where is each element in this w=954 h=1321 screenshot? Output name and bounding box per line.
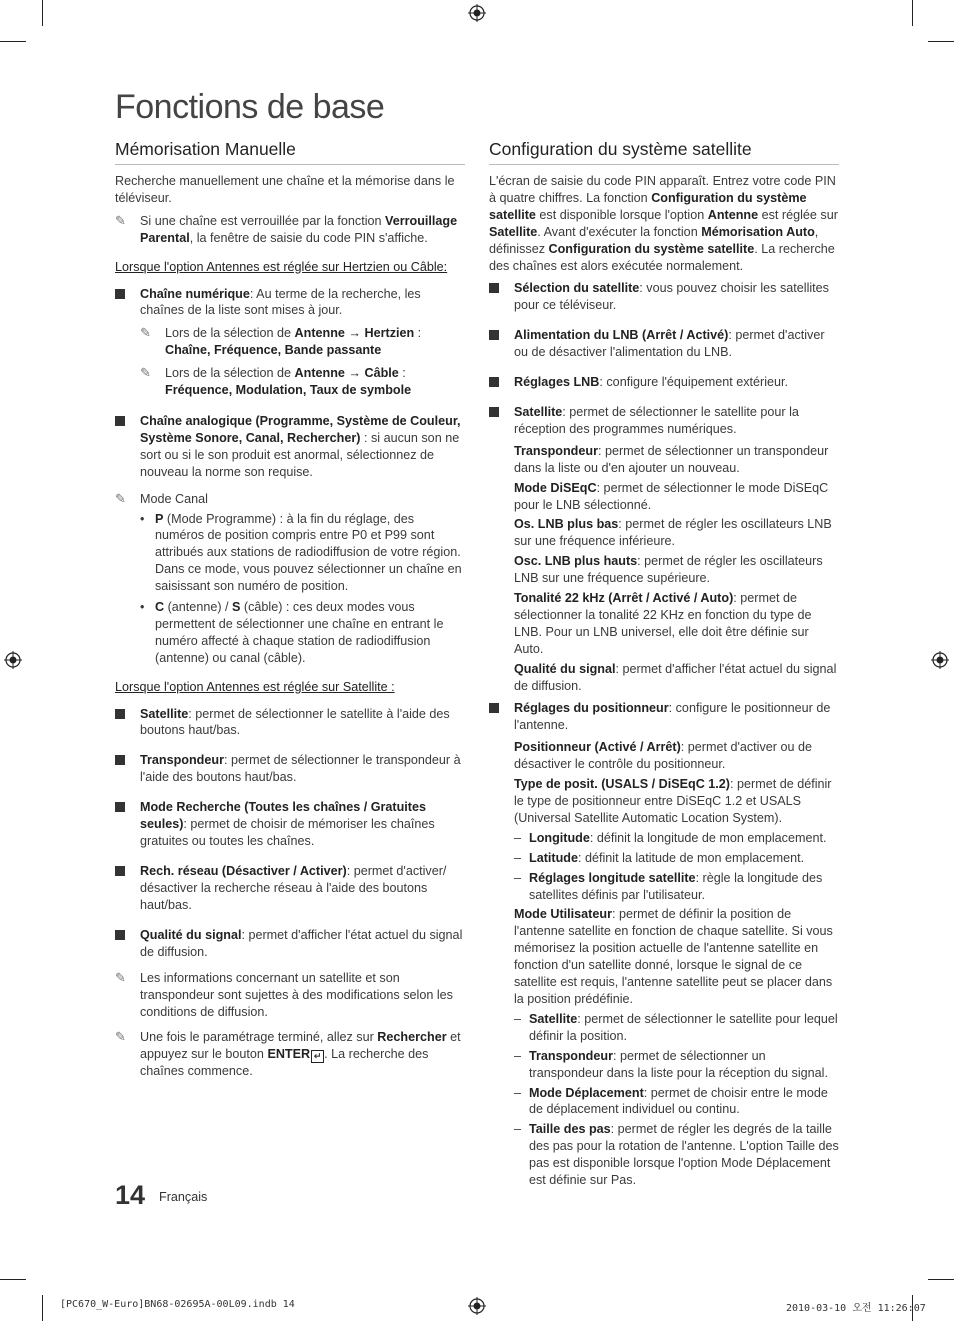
dash-item: – Latitude: définit la latitude de mon emplacement. <box>514 850 805 865</box>
black-square-icon <box>115 289 125 299</box>
registration-mark-icon <box>4 651 22 669</box>
list-item: Chaîne analogique (Programme, Système de Couleur, Système Sonore, Canal, Rechercher) : si aucun son ne sort ou si le son produit est anormal, sélectionnez de nouveau la norme son requise. <box>115 413 465 481</box>
intro-text: Recherche manuellement une chaîne et la mémorise dans le téléviseur. <box>115 174 455 205</box>
registration-mark-icon <box>468 4 486 22</box>
dash-item: – Taille des pas: permet de régler les degrés de la taille des pas pour la rotation de l'antenne. L'option Taille des pas est disponible lorsque l'option Mode Déplacement est définie sur Pas. <box>514 1122 839 1188</box>
note: ✎ Lors de la sélection de Antenne → Hertzien : Chaîne, Fréquence, Bande passante <box>140 325 422 358</box>
sub-item: Os. LNB plus bas: permet de régler les oscillateurs LNB sur une fréquence inférieure. <box>514 517 832 549</box>
black-square-icon <box>115 709 125 719</box>
list-item: Chaîne numérique: Au terme de la recherche, les chaînes de la liste sont mises à jour. ✎ Lors de la sélection de Antenne → Hertzien : Chaîne, Fréquence, Bande passante ✎ Lors de la sélection de Antenne → Câble : Fréquence, Modulation, Taux de symbole <box>115 286 465 399</box>
list-item: Alimentation du LNB (Arrêt / Activé): permet d'activer ou de désactiver l'alimentation du LNB. <box>489 327 839 361</box>
page-number: 14 <box>115 1180 146 1210</box>
note: ✎ Les informations concernant un satellite et son transpondeur sont sujettes à des modifications selon les conditions de diffusion. <box>115 970 453 1020</box>
list-item: Mode Recherche (Toutes les chaînes / Gratuites seules): permet de choisir de mémoriser les chaînes gratuites ou toutes les chaînes. <box>115 799 465 850</box>
list-item: Rech. réseau (Désactiver / Activer): permet d'activer/ désactiver la recherche réseau à l'aide des boutons haut/bas. <box>115 863 465 914</box>
black-square-icon <box>115 866 125 876</box>
page-title: Fonctions de base <box>115 88 385 126</box>
crop-mark <box>42 1295 43 1321</box>
dash-item: – Transpondeur: permet de sélectionner un transpondeur dans la liste pour la réception du signal. <box>514 1048 828 1080</box>
note: ✎ Une fois le paramétrage terminé, allez sur Rechercher et appuyez sur le bouton ENTER ↵ . La recherche des chaînes commence. <box>115 1029 461 1079</box>
sub-item: Qualité du signal: permet d'afficher l'état actuel du signal de diffusion. <box>514 661 837 693</box>
note: ✎ Si une chaîne est verrouillée par la fonction Verrouillage Parental, la fenêtre de saisie du code PIN s'affiche. <box>115 212 458 245</box>
sub-item: Mode Utilisateur: permet de définir la position de l'antenne satellite en fonction de chaque satellite. Si vous mémorisez la position actuelle de l'antenne satellite en fonction d'un satellite donné, lorsque le signal de ce satellite est requis, l'antenne satellite peut se placer dans la position prédéfinie. <box>514 907 833 1006</box>
registration-mark-icon <box>468 1297 486 1315</box>
black-square-icon <box>489 283 499 293</box>
note: ✎ Mode Canal <box>115 490 208 506</box>
pencil-note-icon: ✎ <box>115 490 126 506</box>
crop-mark <box>928 41 954 42</box>
right-column <box>489 138 839 1192</box>
crop-mark <box>912 0 913 26</box>
list-item: Satellite: permet de sélectionner le satellite pour la réception des programmes numériques. <box>489 404 839 438</box>
bullet-icon: • <box>140 600 145 615</box>
pencil-note-icon: ✎ <box>115 970 126 986</box>
list-item: Réglages du positionneur: configure le positionneur de l'antenne. <box>489 700 839 734</box>
list-item: Satellite: permet de sélectionner le satellite à l'aide des boutons haut/bas. <box>115 706 465 740</box>
left-column <box>115 138 465 1086</box>
dash-item: – Mode Déplacement: permet de choisir entre le mode de déplacement individuel ou continu. <box>514 1085 828 1117</box>
enter-key-icon: ↵ <box>311 1050 324 1063</box>
section-heading: Mémorisation Manuelle <box>115 138 465 165</box>
black-square-icon <box>115 930 125 940</box>
sub-item: Mode DiSEqC: permet de sélectionner le mode DiSEqC pour le LNB sélectionné. <box>514 480 829 512</box>
page-language: Français <box>159 1190 208 1204</box>
sub-item: Positionneur (Activé / Arrêt): permet d'activer ou de désactiver le contrôle du positionneur. <box>514 740 812 772</box>
sub-item: Transpondeur: permet de sélectionner un transpondeur dans la liste ou d'en ajouter un nouveau. <box>514 443 829 475</box>
list-item: Sélection du satellite: vous pouvez choisir les satellites pour ce téléviseur. <box>489 280 839 314</box>
list-item: Transpondeur: permet de sélectionner le transpondeur à l'aide des boutons haut/bas. <box>115 752 465 786</box>
crop-mark <box>0 41 26 42</box>
section-heading: Configuration du système satellite <box>489 138 839 165</box>
sub-item: Tonalité 22 kHz (Arrêt / Activé / Auto): permet de sélectionner la tonalité 22 KHz en fonction du type de LNB. Pour un LNB universel, elle doit être définie sur Auto. <box>514 591 812 656</box>
black-square-icon <box>115 802 125 812</box>
list-item: Réglages LNB: configure l'équipement extérieur. <box>489 374 839 391</box>
pencil-note-icon: ✎ <box>115 1029 126 1045</box>
black-square-icon <box>489 407 499 417</box>
print-slug-file: [PC670_W-Euro]BN68-02695A-00L09.indb 14 <box>60 1299 295 1310</box>
pencil-note-icon: ✎ <box>140 325 151 341</box>
crop-mark <box>0 1279 26 1280</box>
note: ✎ Lors de la sélection de Antenne → Câble : Fréquence, Modulation, Taux de symbole <box>140 365 412 398</box>
dash-item: – Satellite: permet de sélectionner le satellite pour lequel définir la position. <box>514 1011 838 1043</box>
list-item: Qualité du signal: permet d'afficher l'état actuel du signal de diffusion. <box>115 927 465 961</box>
sub-item: Osc. LNB plus hauts: permet de régler les oscillateurs LNB sur une fréquence supérieure. <box>514 554 823 586</box>
black-square-icon <box>489 377 499 387</box>
bullet-icon: • <box>140 511 145 526</box>
pencil-note-icon: ✎ <box>140 365 151 381</box>
crop-mark <box>928 1279 954 1280</box>
subsection-heading: Lorsque l'option Antennes est réglée sur Hertzien ou Câble: <box>115 259 448 274</box>
black-square-icon <box>489 330 499 340</box>
print-slug-date: 2010-03-10 오전 11:26:07 <box>786 1303 926 1314</box>
intro-text: L'écran de saisie du code PIN apparaît. Entrez votre code PIN à quatre chiffres. La fonction Configuration du système satellite est disponible lorsque l'option Antenne est réglée sur Satellite. Avant d'exécuter la fonction Mémorisation Auto, définissez Configuration du système satellite. La recherche des chaînes est alors exécutée normalement. <box>489 174 838 273</box>
black-square-icon <box>489 703 499 713</box>
list-item: • C (antenne) / S (câble) : ces deux modes vous permettent de sélectionner une chaîne en entrant le numéro affecté à chaque station de radiodiffusion (antenne) ou canal (câble). <box>140 600 444 665</box>
dash-item: – Longitude: définit la longitude de mon emplacement. <box>514 830 827 845</box>
black-square-icon <box>115 416 125 426</box>
crop-mark <box>42 0 43 26</box>
subsection-heading: Lorsque l'option Antennes est réglée sur Satellite : <box>115 679 395 694</box>
black-square-icon <box>115 755 125 765</box>
dash-item: – Réglages longitude satellite: règle la longitude des satellites définis par l'utilisateur. <box>514 870 823 902</box>
sub-item: Type de posit. (USALS / DiSEqC 1.2): permet de définir le type de positionneur entre DiSEqC 1.2 et USALS (Universal Satellite Automatic Location System). <box>514 777 832 825</box>
pencil-note-icon: ✎ <box>115 212 126 228</box>
registration-mark-icon <box>931 651 949 669</box>
list-item: • P (Mode Programme) : à la fin du réglage, des numéros de position compris entre P0 et P99 sont attribués aux stations de radiodiffusion de votre région. Dans ce mode, vous pouvez sélectionner un chaîne en saisissant son numéro de position. <box>140 511 462 594</box>
